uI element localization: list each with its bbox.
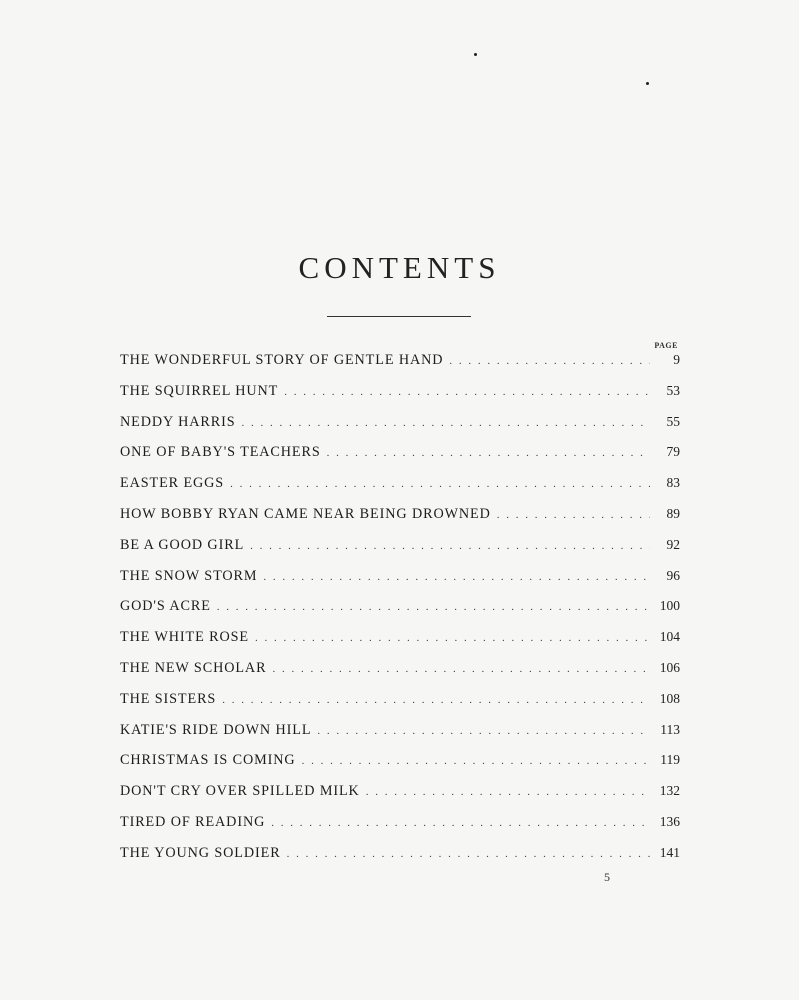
- toc-entry[interactable]: [120, 626, 680, 657]
- dot-leader: [302, 750, 650, 772]
- entry-page-number: 100: [659, 598, 680, 614]
- entry-title: EASTER EGGS: [120, 475, 225, 492]
- entry-page-number: 92: [666, 536, 680, 552]
- toc-entry[interactable]: [120, 441, 680, 472]
- entry-page-number: 9: [673, 352, 680, 367]
- entry-page-number: 53: [666, 382, 680, 398]
- dot-leader: [366, 781, 650, 803]
- entry-page-number: 141: [659, 844, 680, 860]
- entry-title: CHRISTMAS IS COMING: [120, 752, 296, 769]
- entry-title: TIRED OF READING: [120, 813, 266, 830]
- entry-title: THE WONDERFUL STORY OF GENTLE HAND: [120, 352, 444, 368]
- page-folio: 5: [604, 870, 610, 884]
- entry-page-number: 79: [666, 444, 680, 460]
- entry-page-number: 106: [659, 659, 680, 675]
- toc-entry[interactable]: [120, 411, 680, 442]
- entry-title: THE SNOW STORM: [120, 567, 258, 584]
- entry-title: ONE OF BABY'S TEACHERS: [120, 444, 321, 461]
- ink-speck: [474, 53, 477, 56]
- entry-title: BE A GOOD GIRL: [120, 536, 245, 553]
- dot-leader: [242, 412, 650, 434]
- entry-page-number: 89: [666, 505, 680, 521]
- dot-leader: [317, 720, 650, 742]
- dot-leader: [327, 442, 650, 464]
- toc-entry[interactable]: [120, 842, 680, 873]
- entry-page-number: 83: [666, 475, 680, 491]
- dot-leader: [272, 658, 650, 680]
- toc-entry[interactable]: [120, 688, 680, 719]
- entry-title: DON'T CRY OVER SPILLED MILK: [120, 783, 360, 800]
- entry-title: THE NEW SCHOLAR: [120, 659, 267, 676]
- dot-leader: [497, 504, 650, 526]
- ink-speck: [646, 82, 649, 85]
- page-title: CONTENTS: [298, 250, 501, 285]
- entry-title: THE SQUIRREL HUNT: [120, 382, 279, 399]
- dot-leader: [250, 535, 650, 557]
- entry-title: THE YOUNG SOLDIER: [120, 844, 281, 861]
- dot-leader: [230, 473, 650, 495]
- toc-entry[interactable]: [120, 595, 680, 626]
- toc-entry[interactable]: [120, 380, 680, 411]
- dot-leader: [287, 843, 650, 865]
- page-column-heading: PAGE: [654, 341, 678, 350]
- entry-title: HOW BOBBY RYAN CAME NEAR BEING DROWNED: [120, 505, 491, 522]
- toc-entry[interactable]: [120, 565, 680, 596]
- title-rule: [327, 316, 471, 317]
- toc-entry[interactable]: [120, 657, 680, 688]
- entry-page-number: 113: [660, 721, 680, 737]
- toc-entry[interactable]: [120, 780, 680, 811]
- entry-title: THE WHITE ROSE: [120, 629, 249, 646]
- toc-entry[interactable]: [120, 719, 680, 750]
- entry-page-number: 55: [666, 413, 680, 429]
- dot-leader: [271, 812, 650, 834]
- entry-page-number: 108: [659, 690, 680, 706]
- entry-page-number: 96: [666, 567, 680, 583]
- entry-title: KATIE'S RIDE DOWN HILL: [120, 721, 312, 738]
- dot-leader: [222, 689, 650, 711]
- entry-page-number: 132: [659, 783, 680, 799]
- entry-title: THE SISTERS: [120, 690, 217, 707]
- entry-page-number: 104: [659, 629, 680, 645]
- dot-leader: [217, 596, 650, 618]
- table-of-contents: [120, 349, 680, 873]
- dot-leader: [255, 627, 650, 649]
- toc-entry[interactable]: [120, 749, 680, 780]
- toc-entry[interactable]: [120, 534, 680, 565]
- dot-leader: [263, 566, 650, 588]
- toc-entry[interactable]: [120, 503, 680, 534]
- toc-entry[interactable]: [120, 349, 680, 380]
- dot-leader: [284, 381, 650, 403]
- entry-page-number: 136: [659, 813, 680, 829]
- entry-title: NEDDY HARRIS: [120, 413, 236, 430]
- entry-page-number: 119: [660, 752, 680, 768]
- dot-leader: [449, 350, 650, 372]
- toc-entry[interactable]: [120, 472, 680, 503]
- entry-title: GOD'S ACRE: [120, 598, 211, 615]
- toc-entry[interactable]: [120, 811, 680, 842]
